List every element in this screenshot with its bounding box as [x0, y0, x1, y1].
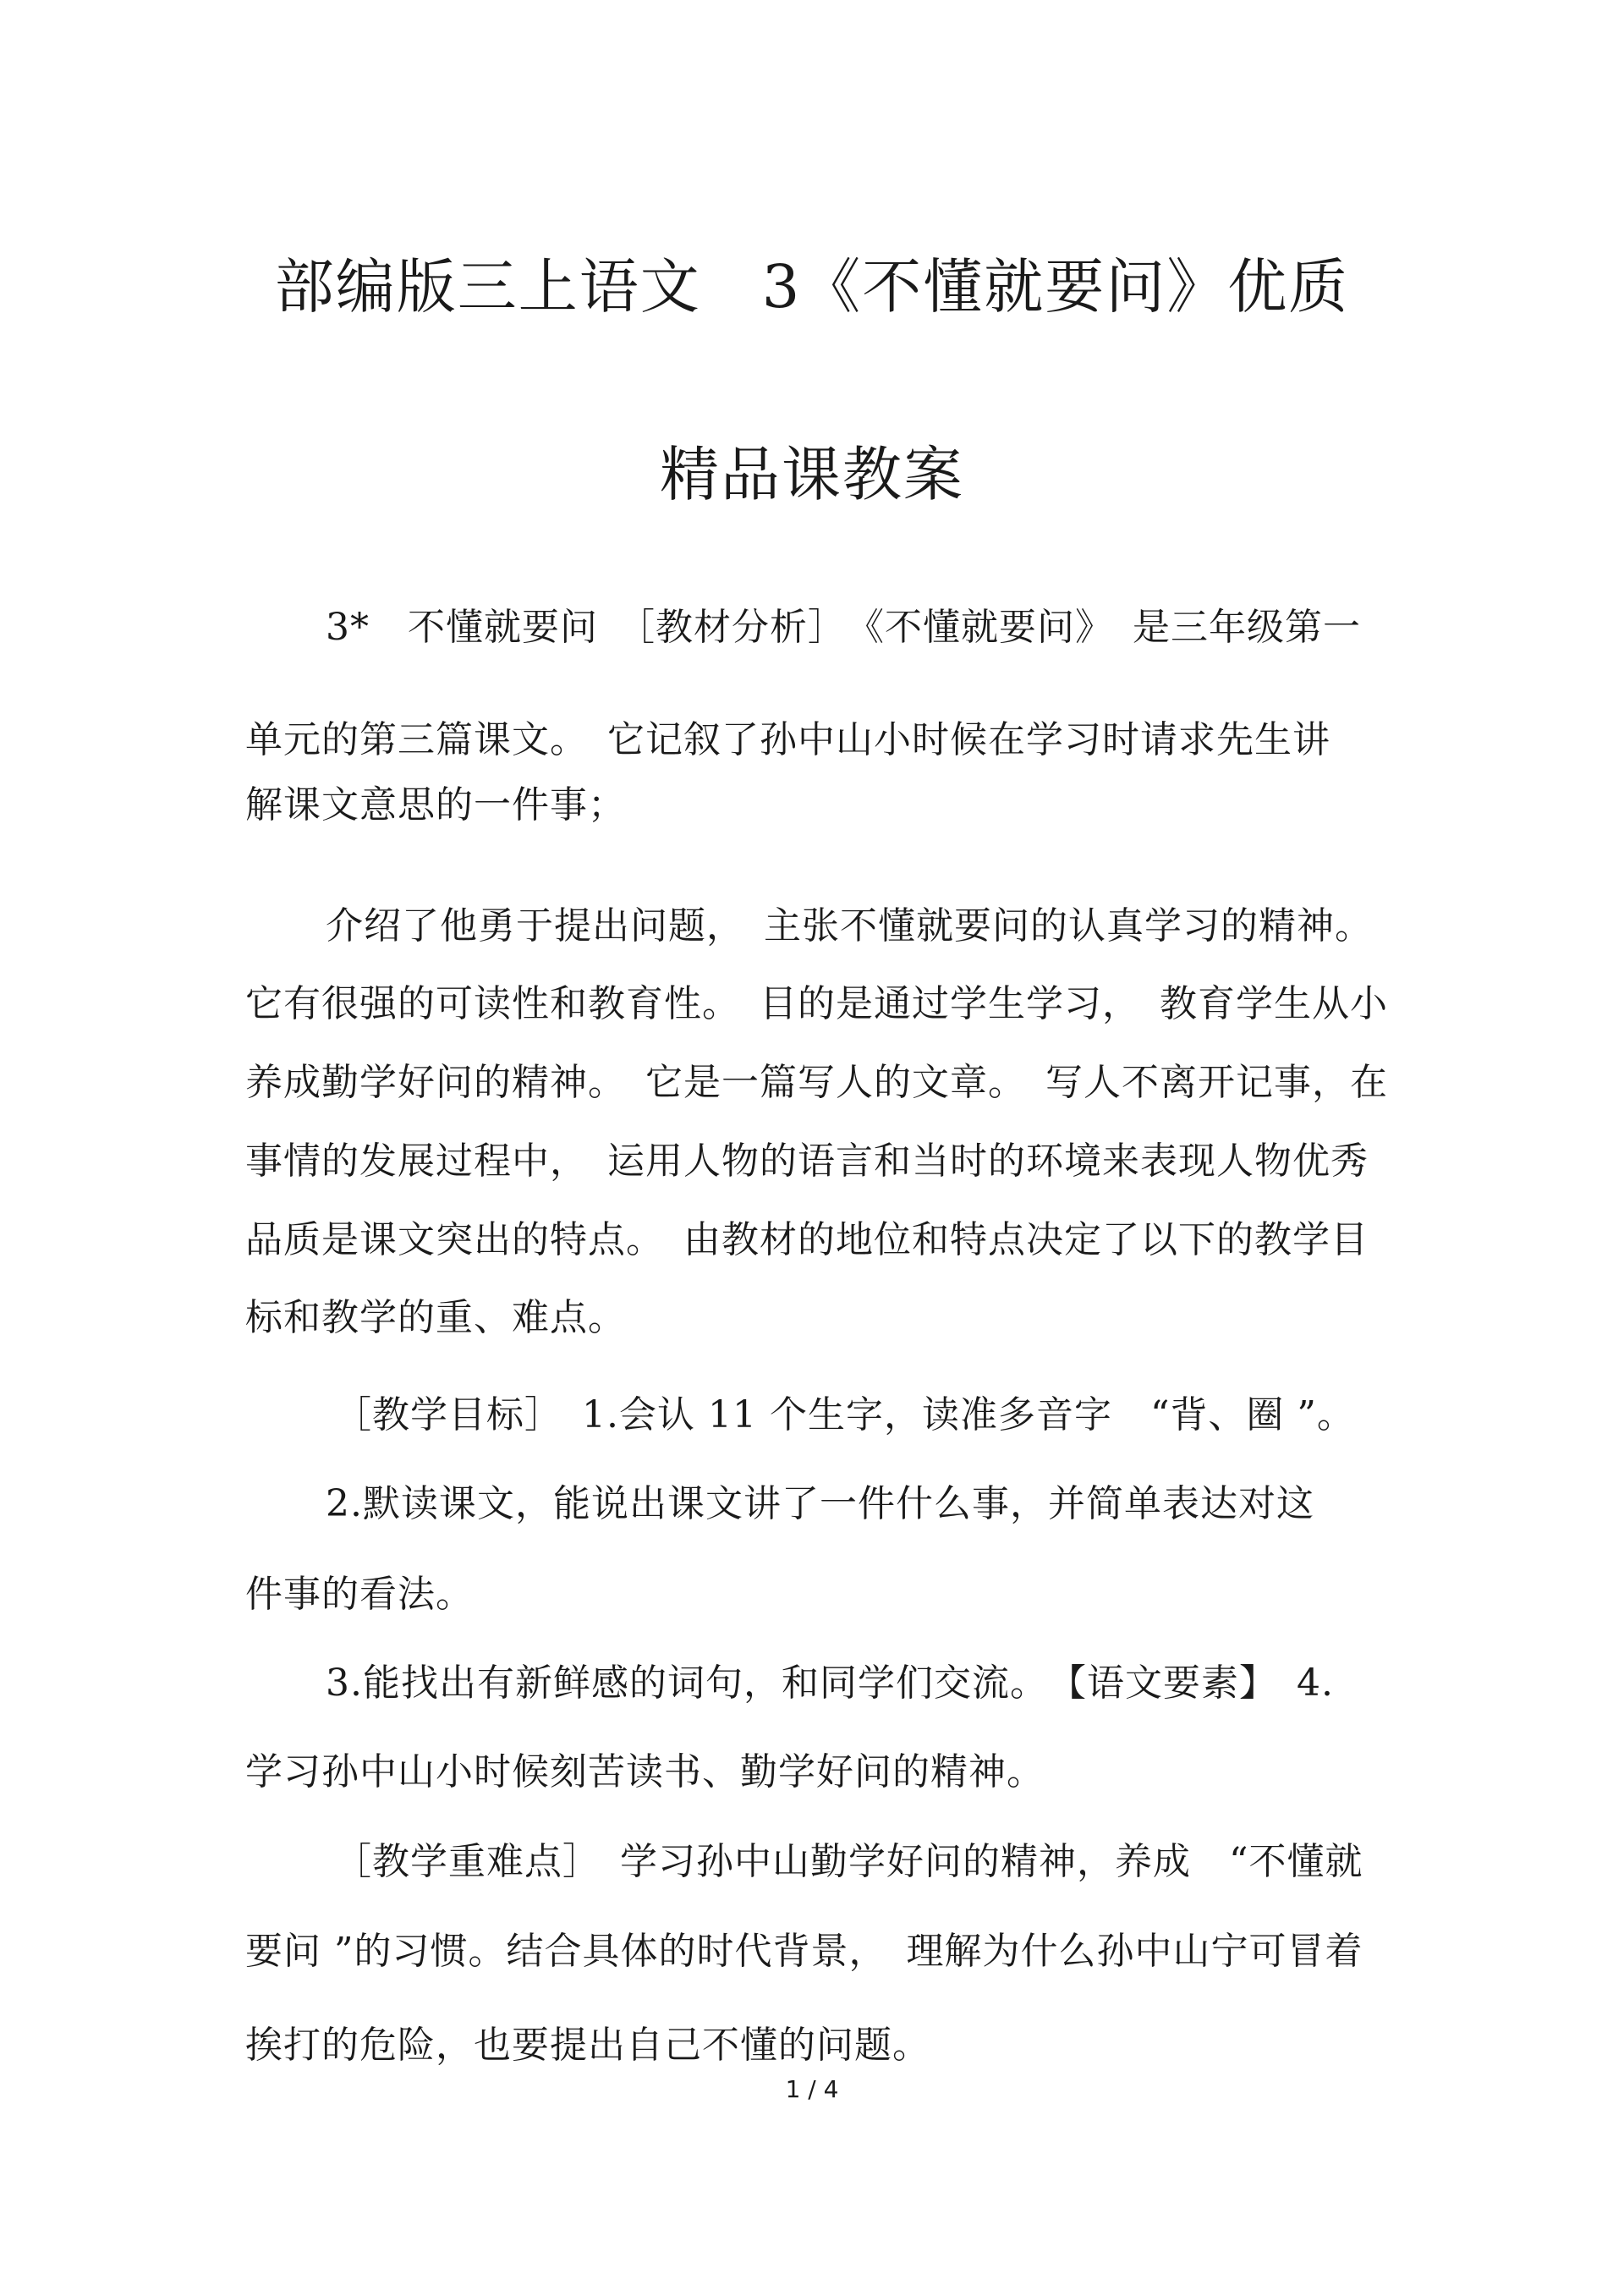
paragraph-2-line-4: 事情的发展过程中， 运用人物的语言和当时的环境来表现人物优秀: [245, 1140, 1369, 1183]
paragraph-4-line-1: 2.默读课文，能说出课文讲了一件什么事，并简单表达对这: [326, 1482, 1314, 1525]
paragraph-1-line-3: 解课文意思的一件事；: [245, 783, 626, 827]
paragraph-5-line-1: 3.能找出有新鲜感的词句，和同学们交流。 【语文要素】 4.: [326, 1662, 1334, 1705]
paragraph-5-line-2: 学习孙中山小时候刻苦读书、勤学好问的精神。: [245, 1750, 1045, 1793]
paragraph-6-line-2: 要问 ”的习惯。结合具体的时代背景， 理解为什么孙中山宁可冒着: [245, 1930, 1363, 1973]
paragraph-2-line-3: 养成勤学好问的精神。 它是一篇写人的文章。 写人不离开记事，在: [245, 1061, 1388, 1104]
paragraph-1-line-1: 3* 不懂就要问 ［教材分析］ 《不懂就要问》 是三年级第一: [326, 606, 1361, 649]
document-title-line-2: 精品课教案: [660, 440, 964, 509]
paragraph-6-line-1: ［教学重难点］ 学习孙中山勤学好问的精神，养成 “不懂就: [334, 1840, 1363, 1883]
paragraph-4-line-2: 件事的看法。: [245, 1573, 474, 1616]
paragraph-2-line-2: 它有很强的可读性和教育性。 目的是通过学生学习， 教育学生从小: [245, 982, 1388, 1025]
paragraph-6-line-3: 挨打的危险，也要提出自己不懂的问题。: [245, 2024, 930, 2067]
teaching-goals-line: ［教学目标］ 1.会认 11 个生字，读准多音字 “背、圈 ”。: [334, 1393, 1355, 1436]
document-title-line-1: 部编版三上语文 3《不懂就要问》优质: [274, 252, 1350, 321]
paragraph-2-line-5: 品质是课文突出的特点。 由教材的地位和特点决定了以下的教学目: [245, 1218, 1369, 1261]
paragraph-2-line-1: 介绍了他勇于提出问题， 主张不懂就要问的认真学习的精神。: [326, 904, 1373, 948]
paragraph-1-line-2: 单元的第三篇课文。 它记叙了孙中山小时候在学习时请求先生讲: [245, 718, 1330, 761]
page-indicator: 1 / 4: [785, 2075, 839, 2103]
paragraph-2-line-6: 标和教学的重、难点。: [245, 1296, 626, 1339]
